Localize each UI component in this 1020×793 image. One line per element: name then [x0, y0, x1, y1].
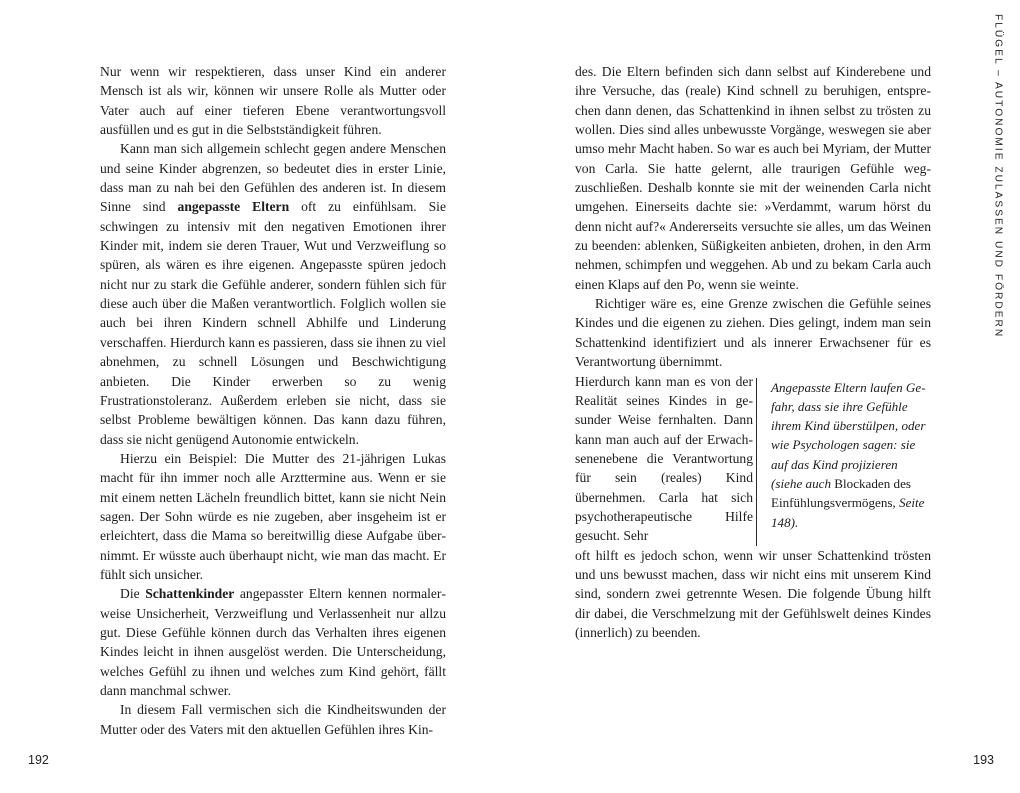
pullquote-italic: Angepasste Eltern laufen Gefahr, dass sie ihre Gefühle ihrem Kind überstülpen, oder wie Psychologen sagen: sie auf das Kind projizieren (siehe auch — [771, 379, 926, 491]
paragraph — [100, 584, 446, 700]
page-number-left: 192 — [28, 753, 49, 767]
pullquote-row — [575, 372, 931, 546]
running-head-text: FLÜGEL – AUTONOMIE ZULASSEN UND FÖRDERN — [992, 14, 1004, 339]
pullquote-plain: Blockaden des Einfühlungsvermögens, — [771, 475, 911, 511]
paragraph: Hierzu ein Beispiel: Die Mutter des 21-jährigen Lukas macht für ihn immer noch alle Arzttermine aus. Wenn er sie mit einem netten Lächeln freundlich bittet, kann sie nicht Nein sagen. Der Sohn würde es nie zugeben, aber insgeheim ist er erleichtert, dass die Mama so bereitwillig diese Aufgabe übernimmt. Er wüsste auch überhaupt nicht, wie man das macht. Er fühlt sich unsicher. — [100, 450, 446, 582]
bold-term: Schattenkinder — [145, 586, 235, 602]
paragraph: In diesem Fall vermischen sich die Kindheitswunden der Mutter oder des Vaters mit den aktuellen Gefühlen ihres Kin- — [100, 702, 446, 737]
paragraph: oft hilft es jedoch schon, wenn wir unser Schattenkind trösten und uns bewusst machen, dass wir nicht eins mit unserem Kind sind, sondern zwei getrennte Wesen. Die folgende Übung hilft dir dabei, die Verschmelzung mit der Gefühlswelt deines Kindes (innerlich) zu beenden. — [575, 547, 931, 640]
paragraph: Richtiger wäre es, eine Grenze zwischen die Gefühle seines Kindes und die eigenen zu ziehen. Dies gelingt, indem man sein Schattenkind identifiziert und als innerer Erwachsener für es Verantwortung übernimmt. — [575, 296, 931, 370]
paragraph — [100, 139, 446, 449]
wrapped-paragraph: Hierdurch kann man es von der Realität seines Kindes in gesunder Weise fernhalten. Dann kann man auch auf der Erwachsenenebene die Verantwortung für sein (reales) Kind übernehmen. Carla hat sich psychotherapeutische Hilfe gesucht. Sehr — [575, 373, 753, 544]
paragraph-text: oft zu einfühlsam. Sie schwingen zu intensiv mit den negativen Emotionen ihrer Kinder mit, indem sie deren Trauer, Wut und Verzweiflung so spüren, als wären es ihre eigenen. Angepasste spüren jedoch nicht nur zu stark die Gefühle anderer, sondern fühlen sich für diese auch über die Maßen verantwortlich. Folglich wollen sie auch bei ihren Kindern schnell Abhilfe und Linderung verschaffen. Hierdurch kann es passieren, dass sie ihnen zu viel abnehmen, zu schnell Lösungen und Beschwichtigung anbieten. Die Kinder erwerben so zu wenig Frustrationstoleranz. Außerdem erleben sie nicht, dass sie selbst Probleme bewältigen können. Das kann dazu führen, dass sie nicht genügend Autonomie entwickeln. — [100, 199, 446, 447]
paragraph: Nur wenn wir respektieren, dass unser Kind ein anderer Mensch ist als wir, können wir unsere Rolle als Mutter oder Vater auch auf einer tieferen Ebene verantwortungsvoll ausfüllen und es gut in die Selbstständigkeit führen. — [100, 64, 446, 138]
paragraph-text: angepasster Eltern kennen normalerweise Unsicherheit, Verzweiflung und Verlassenheit nur allzu gut. Diese Gefühle können durch das Verhalten ihres eigenen Kindes leicht in ihnen ausgelöst werden. Die Unterscheidung, welches Gefühl zu ihnen und welches zum Kind gehört, fällt dann manchmal schwer. — [100, 586, 446, 698]
paragraph-text: Kann man sich allgemein schlecht gegen andere Menschen und seine Kinder abgrenzen, so bedeutet dies in erster Linie, dass man zu nah bei den Gefühlen des anderen ist. In diesem Sinne sind — [100, 141, 446, 215]
paragraph: des. Die Eltern befinden sich dann selbst auf Kinderebene und ihre Versuche, das (reale) Kind schnell zu beruhigen, entsprechen dann denen, das Schattenkind in ihnen selbst zu trösten zu wollen. Dies sind alles unbewusste Vorgänge, weswegen sie aber umso mehr Macht haben. So war es auch bei Myriam, der Mutter von Carla. Sie hatte gelernt, alle traurigen Gefühle wegzuschließen. Deshalb konnte sie mit der weinenden Carla nicht umgehen. Einerseits dachte sie: »Verdammt, warum hörst du denn nicht auf?« Andererseits versuchte sie alles, um das Weinen zu beenden: ablenken, Süßigkeiten anbieten, drohen, in den Arm nehmen, schimpfen und weggehen. Ab und zu bekam Carla auch einen Klaps auf den Po, wenn sie weinte. — [575, 64, 931, 292]
pullquote — [756, 378, 931, 546]
pullquote-page-ref: Seite 148). — [771, 495, 925, 530]
left-text-column — [100, 62, 446, 739]
paragraph-text: Die — [120, 586, 146, 602]
bold-term: angepasste Eltern — [177, 199, 290, 215]
right-text-column — [575, 62, 931, 642]
right-page — [510, 0, 1020, 793]
page-number-right: 193 — [973, 753, 994, 767]
running-head — [983, 14, 1013, 339]
